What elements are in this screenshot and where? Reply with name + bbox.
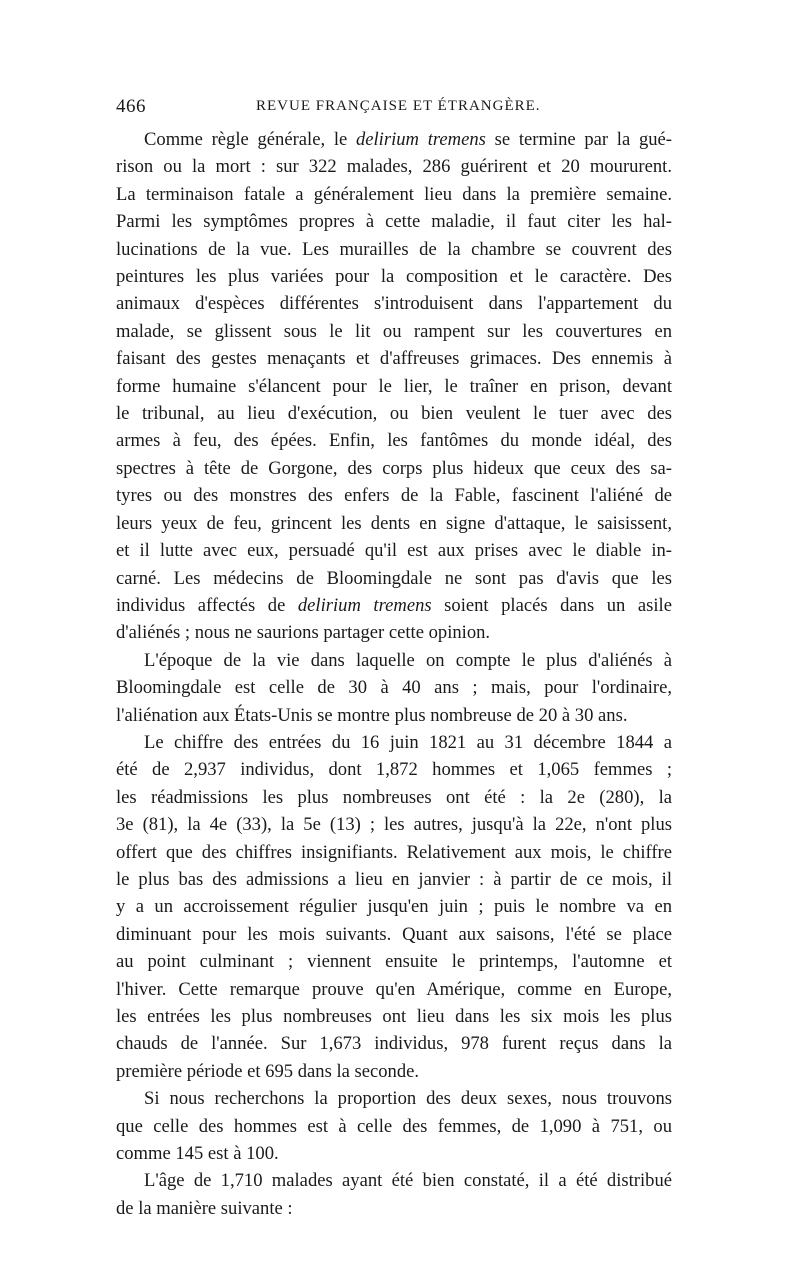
text-line: Si nous recherchons la proportion des deux sexes, nous trouvons xyxy=(144,1088,672,1110)
paragraph xyxy=(116,126,672,647)
text-line: Comme règle générale, le delirium tremens se termine par la gué- xyxy=(144,129,672,150)
text-line: leurs yeux de feu, grincent les dents en signe d'attaque, le saisissent, xyxy=(116,512,672,534)
text-line: été de 2,937 individus, dont 1,872 hommes et 1,065 femmes ; xyxy=(116,759,672,781)
text-line: lucinations de la vue. Les murailles de la chambre se couvrent des xyxy=(116,238,672,260)
text-line: les réadmissions les plus nombreuses ont été : la 2e (280), la xyxy=(116,786,672,808)
text-line: malade, se glissent sous le lit ou rampent sur les couvertures en xyxy=(116,320,672,342)
paragraph xyxy=(116,1167,672,1222)
paragraph xyxy=(116,729,672,1085)
text-line: l'hiver. Cette remarque prouve qu'en Amérique, comme en Europe, xyxy=(116,978,672,1000)
text-line: spectres à tête de Gorgone, des corps plus hideux que ceux des sa- xyxy=(116,457,672,479)
text-line: y a un accroissement régulier jusqu'en juin ; puis le nombre va en xyxy=(116,896,672,918)
text-line: Le chiffre des entrées du 16 juin 1821 au 31 décembre 1844 a xyxy=(144,731,672,753)
paragraph xyxy=(116,1085,672,1167)
text-line: le tribunal, au lieu d'exécution, ou bien veulent le tuer avec des xyxy=(116,403,672,425)
text-line: Parmi les symptômes propres à cette maladie, il faut citer les hal- xyxy=(116,211,672,233)
text-line: faisant des gestes menaçants et d'affreuses grimaces. Des ennemis à xyxy=(116,348,672,370)
running-title: REVUE FRANÇAISE ET ÉTRANGÈRE. xyxy=(256,98,541,114)
text-line: au point culminant ; viennent ensuite le printemps, l'automne et xyxy=(116,951,672,973)
text-line: tyres ou des monstres des enfers de la Fable, fascinent l'aliéné de xyxy=(116,485,672,507)
text-line: et il lutte avec eux, persuadé qu'il est aux prises avec le diable in- xyxy=(116,540,672,562)
text-line: Bloomingdale est celle de 30 à 40 ans ; mais, pour l'ordinaire, xyxy=(116,677,672,699)
text-line: forme humaine s'élancent pour le lier, le traîner en prison, devant xyxy=(116,375,672,397)
text-line: armes à feu, des épées. Enfin, les fantômes du monde idéal, des xyxy=(116,430,672,452)
text-line: offert que des chiffres insignifiants. Relativement aux mois, le chiffre xyxy=(116,841,672,863)
text-line: le plus bas des admissions a lieu en janvier : à partir de ce mois, il xyxy=(116,868,672,890)
text-line: l'aliénation aux États-Unis se montre plus nombreuse de 20 à 30 ans. xyxy=(116,704,628,726)
running-header xyxy=(116,96,672,122)
text-line: L'époque de la vie dans laquelle on compte le plus d'aliénés à xyxy=(144,649,672,671)
text-line: diminuant pour les mois suivants. Quant aux saisons, l'été se place xyxy=(116,923,672,945)
paragraph xyxy=(116,647,672,729)
text-line: de la manière suivante : xyxy=(116,1197,293,1219)
text-line: d'aliénés ; nous ne saurions partager cette opinion. xyxy=(116,622,491,644)
text-line: rison ou la mort : sur 322 malades, 286 guérirent et 20 moururent. xyxy=(116,156,672,178)
text-line: chauds de l'année. Sur 1,673 individus, 978 furent reçus dans la xyxy=(116,1033,672,1055)
page-number: 466 xyxy=(116,96,146,117)
text-line: première période et 695 dans la seconde. xyxy=(116,1060,420,1082)
text-line: La terminaison fatale a généralement lieu dans la première semaine. xyxy=(116,183,672,205)
text-line: carné. Les médecins de Bloomingdale ne sont pas d'avis que les xyxy=(116,567,672,589)
text-line: L'âge de 1,710 malades ayant été bien constaté, il a été distribué xyxy=(144,1170,672,1192)
text-line: 3e (81), la 4e (33), la 5e (13) ; les autres, jusqu'à la 22e, n'ont plus xyxy=(116,814,672,836)
text-line: les entrées les plus nombreuses ont lieu dans les six mois les plus xyxy=(116,1006,672,1027)
text-line: que celle des hommes est à celle des femmes, de 1,090 à 751, ou xyxy=(116,1115,672,1137)
text-line: animaux d'espèces différentes s'introduisent dans l'appartement du xyxy=(116,293,672,315)
text-line: individus affectés de delirium tremens soient placés dans un asile xyxy=(116,594,672,616)
body-text xyxy=(116,126,672,1222)
page xyxy=(116,96,672,1222)
text-line: peintures les plus variées pour la composition et le caractère. Des xyxy=(116,266,672,288)
text-line: comme 145 est à 100. xyxy=(116,1143,279,1165)
